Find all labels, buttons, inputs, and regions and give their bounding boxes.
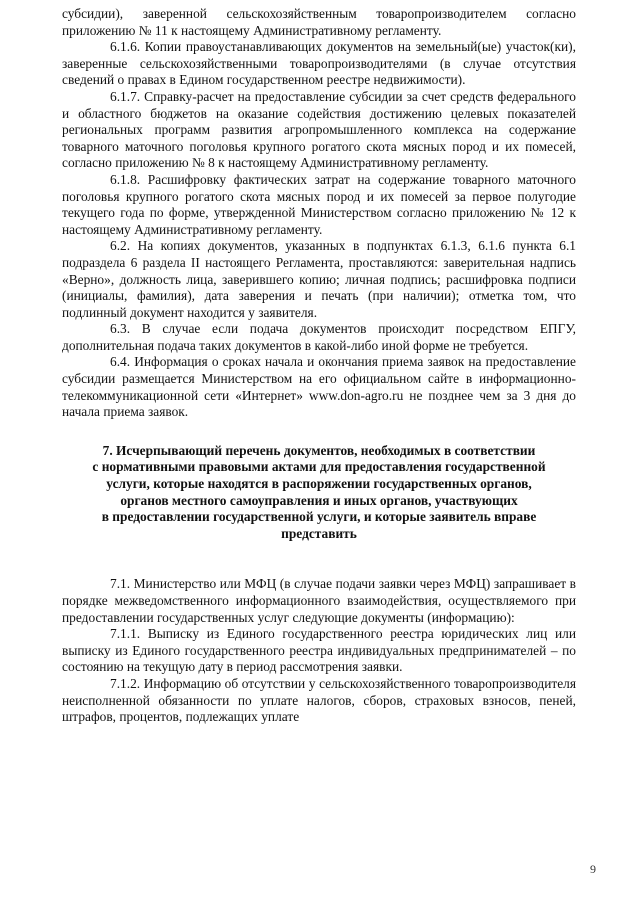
heading-line: органов местного самоуправления и иных органов, участвующих (120, 492, 518, 508)
paragraph-6-1-7: 6.1.7. Справку-расчет на предоставление субсидии за счет средств федерального и областного бюджетов на оказание содействия достижению целевых показателей региональных программ развития агропромышленного комплекса на содержание товарного маточного поголовья крупного рогатого скота мясных пород и их помесей, согласно приложению № 8 к настоящему Административному регламенту. (62, 88, 576, 171)
spacer (62, 542, 576, 576)
paragraph-7-1-2: 7.1.2. Информацию об отсутствии у сельскохозяйственного товаропроизводителя неисполненной обязанности по уплате налогов, сборов, страховых взносов, пеней, штрафов, процентов, подлежащих уплате (62, 675, 576, 725)
document-body (62, 6, 576, 726)
heading-line: представить (281, 525, 357, 541)
paragraph-6-1-8: 6.1.8. Расшифровку фактических затрат на содержание товарного маточного поголовья крупного рогатого скота мясных пород и их помесей за первое полугодие текущего года по форме, утвержденной Министерством согласно приложению № 12 к настоящему Административному регламенту. (62, 171, 576, 237)
paragraph-6-4: 6.4. Информация о сроках начала и окончания приема заявок на предоставление субсидии размещается Министерством на его официальном сайте в информационно-телекоммуникационной сети «Интернет» www.don-agro.ru не позднее чем за 3 дня до начала приема заявок. (62, 354, 576, 420)
paragraph-6-2: 6.2. На копиях документов, указанных в подпунктах 6.1.3, 6.1.6 пункта 6.1 подраздела 6 раздела II настоящего Регламента, проставляются: заверительная надпись «Верно», должность лица, заверившего копию; личная подпись; расшифровка подписи (инициалы, фамилия), дата заверения и печать (при наличии); отметка том, что подлинный документ находится у заявителя. (62, 238, 576, 320)
paragraph-6-3: 6.3. В случае если подача документов происходит посредством ЕПГУ, дополнительная подача таких документов в какой-либо иной форме не требуется. (62, 321, 576, 353)
paragraph-7-1-1: 7.1.1. Выписку из Единого государственного реестра юридических лиц или выписку из Единого государственного реестра индивидуальных предпринимателей – по состоянию на текущую дату в период рассмотрения заявки. (62, 626, 576, 675)
page-number: 9 (590, 862, 596, 876)
paragraph: субсидии), заверенной сельскохозяйственным товаропроизводителем согласно приложению № 11 к настоящему Административному регламенту. (62, 6, 576, 38)
heading-line: с нормативными правовыми актами для предоставления государственной (92, 459, 546, 475)
section-7-heading (62, 443, 576, 543)
heading-line: в предоставлении государственной услуги, и которые заявитель вправе (101, 509, 537, 525)
heading-line: услуги, которые находятся в распоряжении государственных органов, (106, 476, 532, 492)
paragraph-6-1-6: 6.1.6. Копии правоустанавливающих документов на земельный(ые) участок(ки), заверенные сельскохозяйственными товаропроизводителями (в случае отсутствия сведений о правах в Едином государственном реестре недвижимости). (62, 39, 576, 88)
paragraph-7-1: 7.1. Министерство или МФЦ (в случае подачи заявки через МФЦ) запрашивает в порядке межведомственного информационного взаимодействия, осуществляемого при предоставлении государственных услуг следующие документы (информацию): (62, 576, 576, 625)
heading-line: 7. Исчерпывающий перечень документов, необходимых в соответствии (102, 442, 536, 458)
